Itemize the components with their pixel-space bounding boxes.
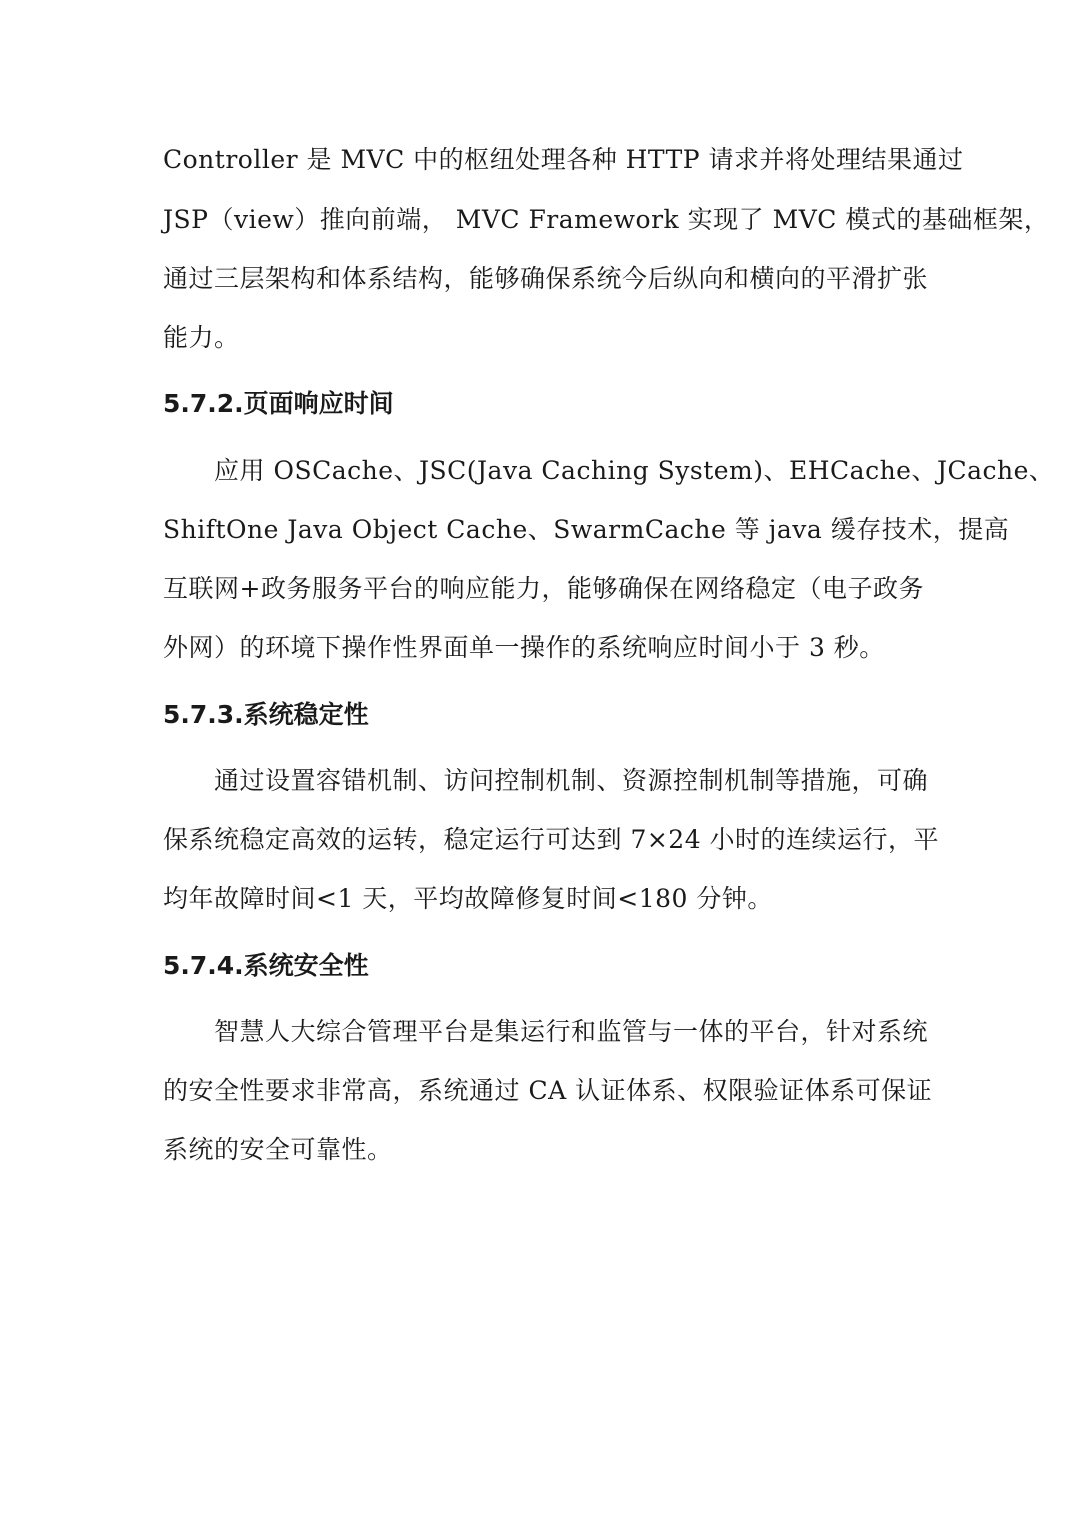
s573-line-1: 通过设置容错机制、访问控制机制、资源控制机制等措施，可确 — [214, 766, 929, 795]
s573-line-3: 均年故障时间<1 天，平均故障修复时间<180 分钟。 — [163, 884, 773, 913]
s572-line-3: 互联网+政务服务平台的响应能力，能够确保在网络稳定（电子政务 — [163, 574, 924, 603]
section-heading-5-7-2: 5.7.2.页面响应时间 — [163, 389, 394, 418]
intro-line-2: JSP（view）推向前端， MVC Framework 实现了 MVC 模式的基础框架， — [163, 205, 1050, 234]
intro-line-4: 能力。 — [163, 323, 240, 352]
intro-line-3: 通过三层架构和体系结构，能够确保系统今后纵向和横向的平滑扩张 — [163, 264, 929, 293]
s573-line-2: 保系统稳定高效的运转，稳定运行可达到 7×24 小时的连续运行，平 — [163, 825, 940, 854]
s572-line-4: 外网）的环境下操作性界面单一操作的系统响应时间小于 3 秒。 — [163, 633, 885, 662]
intro-line-1: Controller 是 MVC 中的枢纽处理各种 HTTP 请求并将处理结果通过 — [163, 145, 964, 174]
s572-line-2: ShiftOne Java Object Cache、SwarmCache 等 java 缓存技术，提高 — [163, 515, 1010, 544]
section-heading-5-7-3: 5.7.3.系统稳定性 — [163, 700, 369, 729]
s574-line-1: 智慧人大综合管理平台是集运行和监管与一体的平台，针对系统 — [214, 1017, 929, 1046]
s574-line-3: 系统的安全可靠性。 — [163, 1135, 393, 1164]
s574-line-2: 的安全性要求非常高，系统通过 CA 认证体系、权限验证体系可保证 — [163, 1076, 933, 1105]
section-heading-5-7-4: 5.7.4.系统安全性 — [163, 951, 369, 980]
s572-line-1: 应用 OSCache、JSC(Java Caching System)、EHCache、JCache、 — [214, 456, 1055, 485]
